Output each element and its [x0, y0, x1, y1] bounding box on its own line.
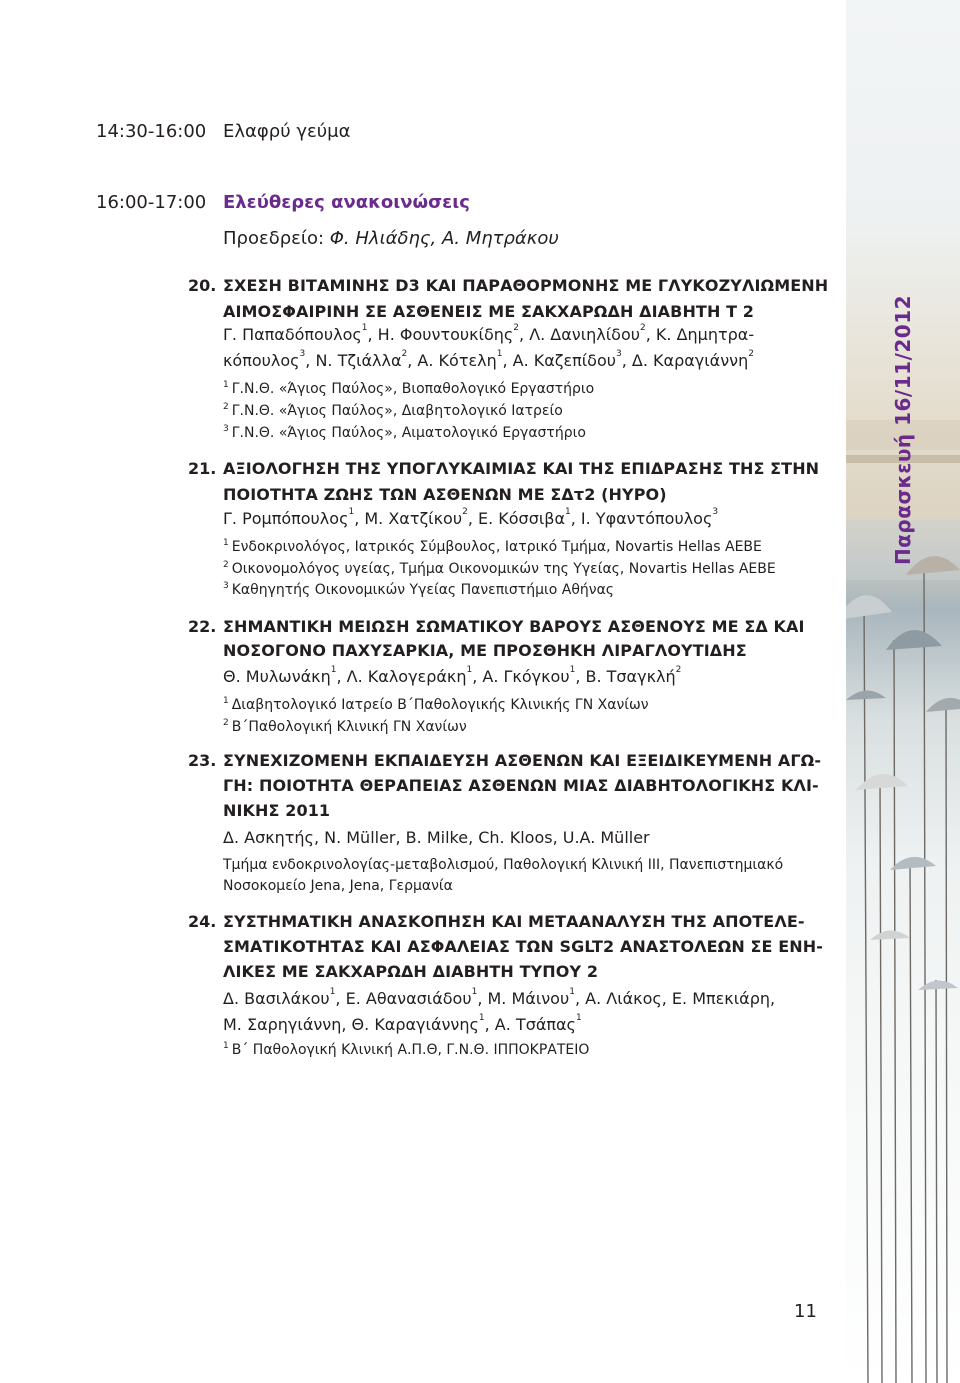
abstract-number: 20.: [188, 276, 217, 295]
abstract-title-line: ΣΥΝΕΧΙΖΟΜΕΝΗ ΕΚΠΑΙΔΕΥΣΗ ΑΣΘΕΝΩΝ ΚΑΙ ΕΞΕΙΔΙΚΕΥΜΕΝΗ ΑΓΩ-: [223, 751, 822, 770]
author-affiliation-mark: 2: [513, 323, 520, 333]
affiliation-line: [223, 381, 594, 397]
author-name: Δ. Ασκητής, N. Müller, B. Milke, Ch. Kloos, U.A. Müller: [223, 828, 650, 847]
author-name: , Α. Κότελη: [407, 351, 497, 370]
chair-prefix: Προεδρείο:: [223, 228, 330, 249]
side-date-label: [873, 270, 933, 590]
affiliation-line: [223, 1042, 589, 1058]
author-line: [223, 1015, 582, 1034]
abstract-number: 23.: [188, 751, 217, 770]
author-affiliation-mark: 2: [675, 665, 682, 675]
decorative-umbrellas-image: [846, 0, 960, 1383]
author-affiliation-mark: 1: [569, 987, 575, 997]
affiliation-text: Γ.Ν.Θ. «Άγιος Παύλος», Βιοπαθολογικό Εργαστήριο: [231, 381, 595, 397]
author-affiliation-mark: 3: [712, 507, 719, 517]
session-chair: [223, 228, 559, 249]
author-name: , Α. Λιάκος, Ε. Μπεκιάρη,: [574, 989, 776, 1008]
author-affiliation-mark: 1: [348, 507, 355, 517]
author-affiliation-mark: 2: [401, 349, 408, 359]
affiliation-mark: 3: [223, 424, 229, 434]
abstract-title-line: ΝΙΚΗΣ 2011: [223, 801, 331, 820]
abstract-title-line: ΣΧΕΣΗ ΒΙΤΑΜΙΝΗΣ D3 ΚΑΙ ΠΑΡΑΘΟΡΜΟΝΗΣ ΜΕ ΓΛΥΚΟΖΥΛΙΩΜΕΝΗ: [223, 276, 829, 295]
author-name: Δ. Βασιλάκου: [223, 989, 330, 1008]
author-name: , Α. Καζεπίδου: [502, 351, 617, 370]
author-name: Γ. Παπαδόπουλος: [223, 325, 362, 344]
affiliation-line: [223, 878, 453, 894]
author-name: , Κ. Δημητρα-: [645, 325, 755, 344]
author-name: , Ε. Κόσσιβα: [467, 509, 565, 528]
affiliation-mark: 2: [223, 402, 229, 412]
page-number: 11: [794, 1301, 817, 1322]
abstract-title-line: ΣΥΣΤΗΜΑΤΙΚΗ ΑΝΑΣΚΟΠΗΣΗ ΚΑΙ ΜΕΤΑΑΝΑΛΥΣΗ ΤΗΣ ΑΠΟΤΕΛΕ-: [223, 912, 805, 931]
abstract-title-line: ΛΙΚΕΣ ΜΕ ΣΑΚΧΑΡΩΔΗ ΔΙΑΒΗΤΗ ΤΥΠΟΥ 2: [223, 962, 599, 981]
affiliation-text: Νοσοκομείο Jena, Jena, Γερμανία: [223, 878, 453, 894]
author-affiliation-mark: 1: [329, 987, 336, 997]
author-name: , Ι. Υφαντόπουλος: [570, 509, 713, 528]
affiliation-text: Β΄Παθολογική Κλινική ΓΝ Χανίων: [231, 719, 467, 735]
author-name: , Η. Φουντουκίδης: [367, 325, 514, 344]
affiliation-line: [223, 697, 649, 713]
affiliation-text: Καθηγητής Οικονομικών Υγείας Πανεπιστήμιο Αθήνας: [231, 582, 615, 598]
affiliation-mark: 2: [223, 560, 229, 570]
author-affiliation-mark: 1: [361, 323, 368, 333]
author-affiliation-mark: 1: [471, 987, 478, 997]
affiliation-line: [223, 582, 614, 598]
affiliation-mark: 3: [223, 581, 229, 591]
author-name: , Α. Γκόγκου: [472, 667, 570, 686]
affiliation-text: Γ.Ν.Θ. «Άγιος Παύλος», Διαβητολογικό Ιατρείο: [231, 403, 563, 419]
schedule-label-1: Ελαφρύ γεύμα: [223, 121, 351, 142]
author-name: , Β. Τσαγκλή: [575, 667, 676, 686]
author-name: , Λ. Δανιηλίδου: [519, 325, 641, 344]
abstract-title-line: ΓΗ: ΠΟΙΟΤΗΤΑ ΘΕΡΑΠΕΙΑΣ ΑΣΘΕΝΩΝ ΜΙΑΣ ΔΙΑΒΗΤΟΛΟΓΙΚΗΣ ΚΛΙ-: [223, 776, 819, 795]
author-name: Γ. Ρομπόπουλος: [223, 509, 349, 528]
author-affiliation-mark: 1: [466, 665, 473, 675]
author-affiliation-mark: 2: [748, 349, 754, 359]
abstract-number: 24.: [188, 912, 217, 931]
affiliation-line: [223, 857, 783, 873]
affiliation-mark: 2: [223, 718, 229, 728]
affiliation-text: Β΄ Παθολογική Κλινική Α.Π.Θ, Γ.Ν.Θ. ΙΠΠΟΚΡΑΤΕΙΟ: [231, 1042, 590, 1058]
abstract-number: 22.: [188, 617, 217, 636]
affiliation-line: [223, 539, 762, 555]
author-line: [223, 667, 681, 686]
affiliation-text: Ενδοκρινολόγος, Ιατρικός Σύμβουλος, Ιατρικό Τμήμα, Novartis Hellas ΑΕΒΕ: [231, 539, 762, 555]
author-line: [223, 828, 650, 847]
affiliation-mark: 1: [223, 1041, 229, 1051]
author-name: , Μ. Χατζίκου: [354, 509, 463, 528]
abstract-title-line: ΠΟΙΟΤΗΤΑ ΖΩΗΣ ΤΩΝ ΑΣΘΕΝΩΝ ΜΕ ΣΔτ2 (HYPO): [223, 485, 667, 504]
abstract-title-line: ΣΗΜΑΝΤΙΚΗ ΜΕΙΩΣΗ ΣΩΜΑΤΙΚΟΥ ΒΑΡΟΥΣ ΑΣΘΕΝΟΥΣ ΜΕ ΣΔ ΚΑΙ: [223, 617, 805, 636]
affiliation-text: Τμήμα ενδοκρινολογίας-μεταβολισμού, Παθολογική Κλινική III, Πανεπιστημιακό: [223, 857, 784, 873]
author-name: , Λ. Καλογεράκη: [336, 667, 467, 686]
affiliation-text: Γ.Ν.Θ. «Άγιος Παύλος», Αιματολογικό Εργαστήριο: [231, 425, 586, 441]
affiliation-line: [223, 425, 586, 441]
affiliation-line: [223, 561, 776, 577]
affiliation-mark: 1: [223, 380, 229, 390]
author-affiliation-mark: 2: [462, 507, 468, 517]
schedule-time-1: 14:30-16:00: [96, 121, 207, 142]
abstract-title-line: ΑΞΙΟΛΟΓΗΣΗ ΤΗΣ ΥΠΟΓΛΥΚΑΙΜΙΑΣ ΚΑΙ ΤΗΣ ΕΠΙΔΡΑΣΗΣ ΤΗΣ ΣΤΗΝ: [223, 459, 820, 478]
author-line: [223, 989, 775, 1008]
abstract-title-line: ΝΟΣΟΓΟΝΟ ΠΑΧΥΣΑΡΚΙΑ, ΜΕ ΠΡΟΣΘΗΚΗ ΛΙΡΑΓΛΟΥΤΙΔΗΣ: [223, 641, 747, 660]
author-name: , Α. Τσάπας: [484, 1015, 576, 1034]
author-name: Θ. Μυλωνάκη: [223, 667, 331, 686]
abstract-title-line: ΑΙΜΟΣΦΑΙΡΙΝΗ ΣΕ ΑΣΘΕΝΕΙΣ ΜΕ ΣΑΚΧΑΡΩΔΗ ΔΙΑΒΗΤΗ Τ 2: [223, 302, 755, 321]
affiliation-line: [223, 403, 563, 419]
author-line: [223, 509, 718, 528]
session-title: Ελεύθερες ανακοινώσεις: [223, 192, 470, 213]
author-name: Μ. Σαρηγιάννη, Θ. Καραγιάννης: [223, 1015, 479, 1034]
author-name: , Μ. Μάινου: [477, 989, 570, 1008]
affiliation-mark: 1: [223, 538, 229, 548]
affiliation-text: Διαβητολογικό Ιατρείο Β΄Παθολογικής Κλινικής ΓΝ Χανίων: [231, 697, 649, 713]
affiliation-mark: 1: [223, 696, 229, 706]
author-affiliation-mark: 3: [616, 349, 622, 359]
author-affiliation-mark: 1: [575, 1013, 582, 1023]
author-affiliation-mark: 1: [330, 665, 337, 675]
author-affiliation-mark: 1: [565, 507, 571, 517]
author-affiliation-mark: 2: [640, 323, 646, 333]
author-affiliation-mark: 1: [478, 1013, 485, 1023]
author-name: , Δ. Καραγιάννη: [621, 351, 749, 370]
chair-names: Φ. Ηλιάδης, Α. Μητράκου: [329, 228, 559, 249]
author-affiliation-mark: 3: [299, 349, 306, 359]
author-affiliation-mark: 1: [569, 665, 576, 675]
author-affiliation-mark: 1: [496, 349, 503, 359]
author-line: [223, 351, 754, 370]
author-line: [223, 325, 754, 344]
affiliation-text: Οικονομολόγος υγείας, Τμήμα Οικονομικών της Υγείας, Novartis Hellas ΑΕΒΕ: [231, 561, 776, 577]
affiliation-line: [223, 719, 467, 735]
side-date-text: Παρασκευή 16/11/2012: [891, 294, 915, 566]
abstract-title-line: ΣΜΑΤΙΚΟΤΗΤΑΣ ΚΑΙ ΑΣΦΑΛΕΙΑΣ ΤΩΝ SGLT2 ΑΝΑΣΤΟΛΕΩΝ ΣΕ ΕΝΗ-: [223, 937, 824, 956]
author-name: κόπουλος: [223, 351, 300, 370]
schedule-time-2: 16:00-17:00: [96, 192, 207, 213]
abstract-number: 21.: [188, 459, 217, 478]
author-name: , Ν. Τζιάλλα: [305, 351, 402, 370]
author-name: , Ε. Αθανασιάδου: [335, 989, 472, 1008]
